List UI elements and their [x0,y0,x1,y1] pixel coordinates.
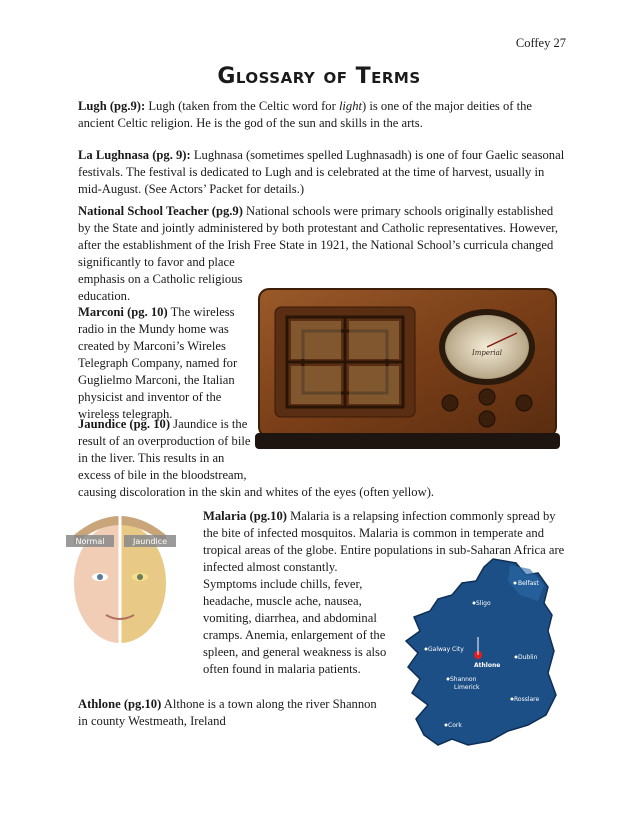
entry-jaundice [78,416,258,484]
term-malaria: Malaria (pg.10) [203,509,287,523]
page-header: Coffey 27 [515,36,566,50]
face-label-normal: Normal [75,537,105,546]
map-label-cork: Cork [448,722,462,729]
ireland-map-image [398,555,566,750]
entry-athlone [78,696,388,730]
entry-lugh-text: Lugh (taken from the Celtic word for [145,99,339,113]
radio-knob-left [442,395,458,411]
jaundice-comparison-image [60,505,180,655]
entry-athlone-text: Althone is a town along the river Shannon in county Westmeath, Ireland [78,697,377,728]
entry-lughnasa [78,147,568,198]
map-label-limerick: Limerick [454,684,480,691]
term-jaundice: Jaundice (pg. 10) [78,417,171,431]
term-marconi: Marconi (pg. 10) [78,305,168,319]
radio-knob-top [479,389,495,405]
vintage-radio-image [255,285,560,455]
entry-national-school-teacher [78,203,568,271]
entry-jaundice-text: Jaundice is the result of an overproduction of bile in the liver. This results in an excess of bile in the bloodstream, [78,417,251,482]
page-title: Glossary of Terms [217,64,421,89]
term-athlone: Athlone (pg.10) [78,697,162,711]
map-label-galway: Galway City [428,646,464,653]
entry-lugh [78,98,568,132]
face-label-jaundice: Jaundice [132,537,168,546]
term-lughnasa: La Lughnasa (pg. 9): [78,148,191,162]
term-lugh: Lugh (pg.9): [78,99,146,113]
entry-teacher-continued: emphasis on a Catholic religious education. [78,272,243,303]
entry-lugh-emphasis: light [338,99,363,113]
map-label-athlone: Athlone [474,662,501,669]
entry-malaria-para2: Symptoms include chills, fever, headache, muscle ache, nausea, vomiting, diarrhea, and abdominal cramps. Anemia, enlargement of the spleen, and general weakness is also often found in malaria patients. [203,577,387,676]
radio-dial-brand: Imperial [471,349,503,357]
map-label-sligo: Sligo [476,600,491,607]
map-label-shannon: Shannon [450,676,477,683]
term-national-school-teacher: National School Teacher (pg.9) [78,204,243,218]
entry-marconi-text: The wireless radio in the Mundy home was created by Marconi’s Wireles Telegraph Company, named for Guglielmo Marconi, the Italian physicist and inventor of the wireless telegraph. [78,305,238,421]
entry-lughnasa-text: Lughnasa (sometimes spelled Lughnasadh) is one of four Gaelic seasonal festivals. The festival is dedicated to Lugh and is celebrated at the time of harvest, usually in mid-August. (See Actors’ Packet for details.) [78,148,565,196]
map-label-rosslare: Rosslare [514,696,540,703]
entry-jaundice-continued: causing discoloration in the skin and whites of the eyes (often yellow). [78,485,435,499]
entry-malaria-text: Malaria is a relapsing infection commonly spread by the bite of infected mosquitos. Malaria is common in temperate and tropical areas of the globe. Entire populations in sub-Saharan Africa are infected almost constantly. [203,509,565,574]
radio-knob-right [516,395,532,411]
entry-lugh-text-end: ) is one of the major deities of the ancient Celtic religion. He is the god of the sun and skills in the arts. [78,99,532,130]
map-label-belfast: Belfast [518,580,539,587]
entry-teacher-text: National schools were primary schools originally established by the State and jointly administered by both protestant and Catholic representatives. However, after the establishment of the Irish Free State in 1921, the National School’s curricula changed significantly to favor and place [78,204,559,269]
entry-marconi [78,304,263,423]
map-label-dublin: Dublin [518,654,538,661]
radio-knob-bottom [479,411,495,427]
